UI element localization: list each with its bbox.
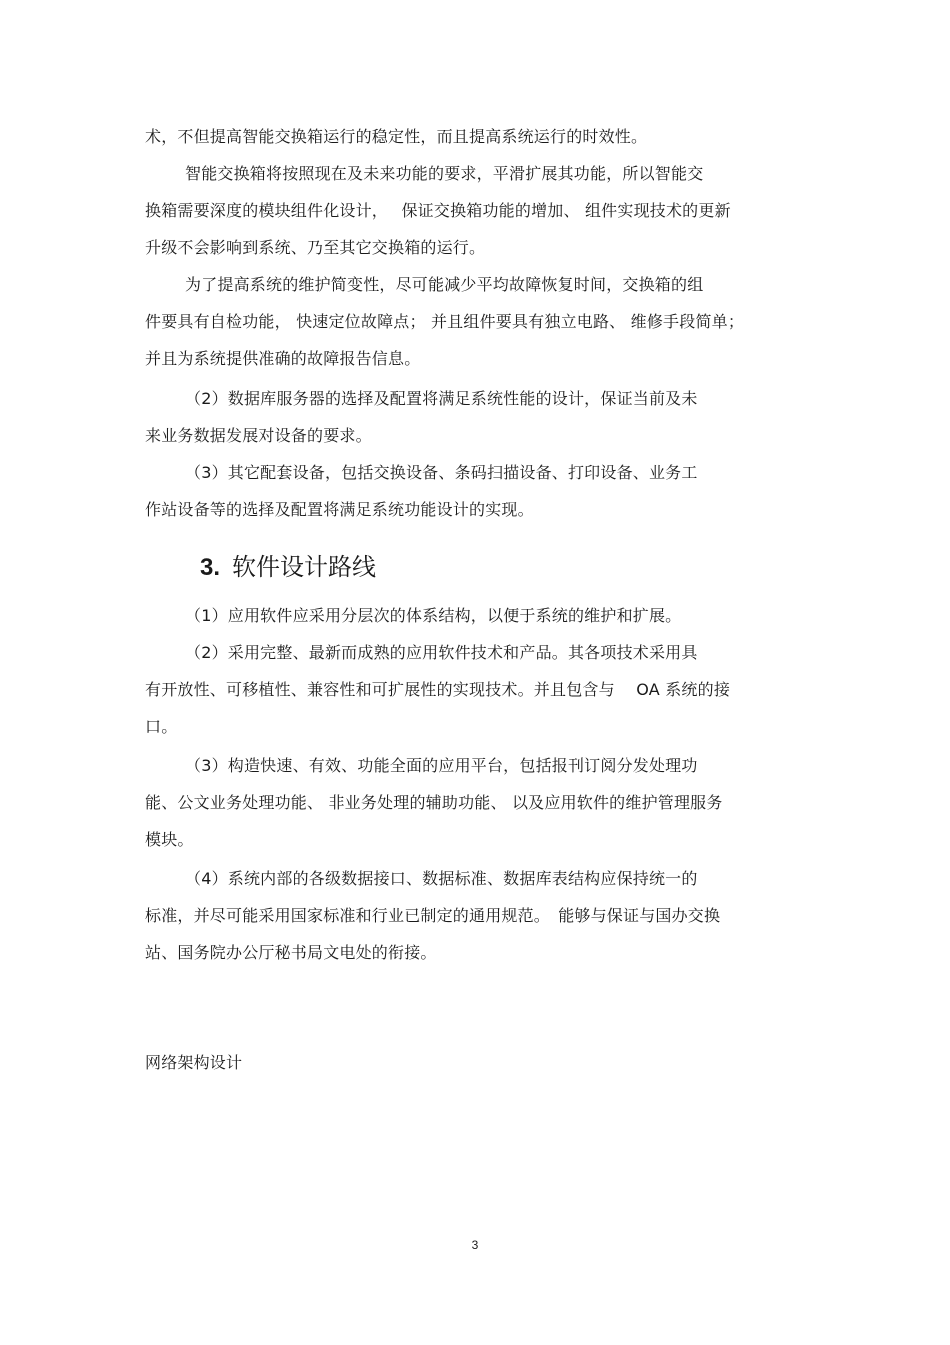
paragraph-line: 标准，并尽可能采用国家标准和行业已制定的通用规范。 能够与保证与国办交换: [145, 906, 721, 925]
paragraph-line: （3）其它配套设备，包括交换设备、条码扫描设备、打印设备、业务工: [185, 463, 698, 482]
paragraph-line: 为了提高系统的维护简变性，尽可能减少平均故障恢复时间，交换箱的组: [185, 275, 704, 294]
paragraph-line: （2）数据库服务器的选择及配置将满足系统性能的设计，保证当前及未: [185, 389, 698, 408]
paragraph-line: （2）采用完整、最新而成熟的应用软件技术和产品。其各项技术采用具: [185, 643, 698, 662]
paragraph-line: （4）系统内部的各级数据接口、数据标准、数据库表结构应保持统一的: [185, 869, 698, 888]
paragraph-line: 术，不但提高智能交换箱运行的稳定性，而且提高系统运行的时效性。: [145, 127, 648, 146]
paragraph-line: 模块。: [145, 830, 194, 849]
paragraph-line: 换箱需要深度的模块组件化设计， 保证交换箱功能的增加、 组件实现技术的更新: [145, 201, 731, 220]
subsection-label: 网络架构设计: [145, 1053, 243, 1072]
paragraph-line: 并且为系统提供准确的故障报告信息。: [145, 349, 421, 368]
paragraph-line: 智能交换箱将按照现在及未来功能的要求，平滑扩展其功能，所以智能交: [185, 164, 704, 183]
paragraph-line: 有开放性、可移植性、兼容性和可扩展性的实现技术。并且包含与 OA 系统的接: [145, 680, 731, 699]
paragraph-line: 口。: [145, 717, 178, 736]
section-heading: [200, 552, 376, 583]
section-number: 3.: [200, 554, 221, 581]
paragraph-line: 能、公文业务处理功能、 非业务处理的辅助功能、 以及应用软件的维护管理服务: [145, 793, 723, 812]
page-number: 3: [471, 1238, 479, 1252]
paragraph-line: 作站设备等的选择及配置将满足系统功能设计的实现。: [145, 500, 534, 519]
paragraph-line: 站、国务院办公厅秘书局文电处的衔接。: [145, 943, 437, 962]
section-title: 软件设计路线: [232, 553, 377, 581]
paragraph-line: 升级不会影响到系统、乃至其它交换箱的运行。: [145, 238, 486, 257]
paragraph-line: （1）应用软件应采用分层次的体系结构，以便于系统的维护和扩展。: [185, 606, 682, 625]
paragraph-line: 来业务数据发展对设备的要求。: [145, 426, 372, 445]
paragraph-line: 件要具有自检功能， 快速定位故障点； 并且组件要具有独立电路、 维修手段简单；: [145, 312, 745, 331]
paragraph-line: （3）构造快速、有效、功能全面的应用平台，包括报刊订阅分发处理功: [185, 756, 698, 775]
